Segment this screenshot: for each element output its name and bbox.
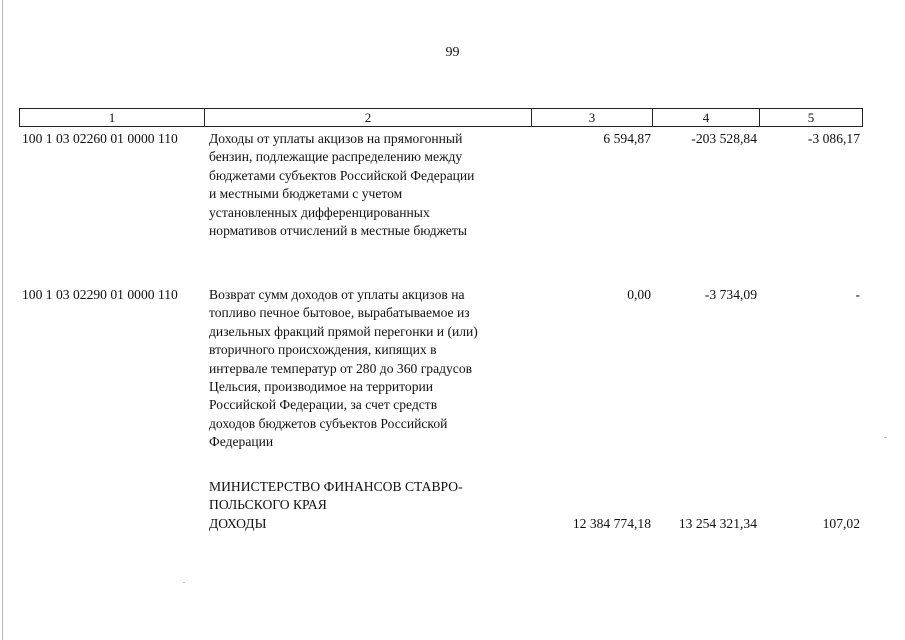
description-line: интервале температур от 280 до 360 градусов bbox=[209, 360, 473, 376]
description-line: бензин, подлежащие распределению между bbox=[209, 149, 463, 165]
description-line: вторичного происхождения, кипящих в bbox=[209, 342, 437, 358]
description-line: Федерации bbox=[209, 434, 274, 450]
description-line: дизельных фракций прямой перегонки и (или) bbox=[209, 323, 478, 339]
header-col-3: 3 bbox=[531, 108, 653, 127]
page-margin-rule bbox=[2, 0, 3, 640]
scan-speck bbox=[884, 437, 887, 438]
description-line: установленных дифференцированных bbox=[209, 204, 430, 220]
value-col-5: - bbox=[855, 287, 860, 302]
header-col-4: 4 bbox=[652, 108, 760, 127]
row-description bbox=[209, 286, 509, 452]
row-description bbox=[209, 130, 509, 240]
description-line: и местными бюджетами с учетом bbox=[209, 186, 403, 202]
page-number: 99 bbox=[445, 45, 460, 60]
description-line: Цельсия, производимое на территории bbox=[209, 379, 434, 395]
description-line: Доходы от уплаты акцизов на прямогонный bbox=[209, 131, 463, 146]
header-col-1: 1 bbox=[19, 108, 205, 127]
income-col-3: 12 384 774,18 bbox=[572, 516, 651, 531]
value-col-4: -3 734,09 bbox=[704, 287, 757, 302]
description-line: топливо печное бытовое, вырабатываемое из bbox=[209, 305, 470, 321]
value-col-5: -3 086,17 bbox=[807, 131, 860, 146]
description-line: Российской Федерации, за счет средств bbox=[209, 397, 438, 413]
description-line: бюджетами субъектов Российской Федерации bbox=[209, 167, 475, 183]
description-line: доходов бюджетов субъектов Российской bbox=[209, 415, 448, 431]
header-col-5: 5 bbox=[759, 108, 863, 127]
value-col-4: -203 528,84 bbox=[691, 131, 757, 146]
value-col-3: 0,00 bbox=[627, 287, 651, 302]
description-line: нормативов отчислений в местные бюджеты bbox=[209, 223, 467, 239]
header-col-2: 2 bbox=[204, 108, 532, 127]
value-col-3: 6 594,87 bbox=[603, 131, 651, 146]
income-label: ДОХОДЫ bbox=[209, 515, 267, 531]
budget-code: 100 1 03 02290 01 0000 110 bbox=[22, 287, 178, 302]
income-col-4: 13 254 321,34 bbox=[678, 516, 757, 531]
ministry-title-line: МИНИСТЕРСТВО ФИНАНСОВ СТАВРО- bbox=[209, 479, 463, 494]
budget-code: 100 1 03 02260 01 0000 110 bbox=[22, 131, 178, 146]
description-line: Возврат сумм доходов от уплаты акцизов на bbox=[209, 287, 465, 302]
scan-speck bbox=[183, 582, 185, 583]
ministry-title bbox=[209, 478, 509, 533]
ministry-title-line: ПОЛЬСКОГО КРАЯ bbox=[209, 497, 327, 513]
table-header-row bbox=[19, 108, 863, 126]
income-col-5: 107,02 bbox=[822, 516, 860, 531]
